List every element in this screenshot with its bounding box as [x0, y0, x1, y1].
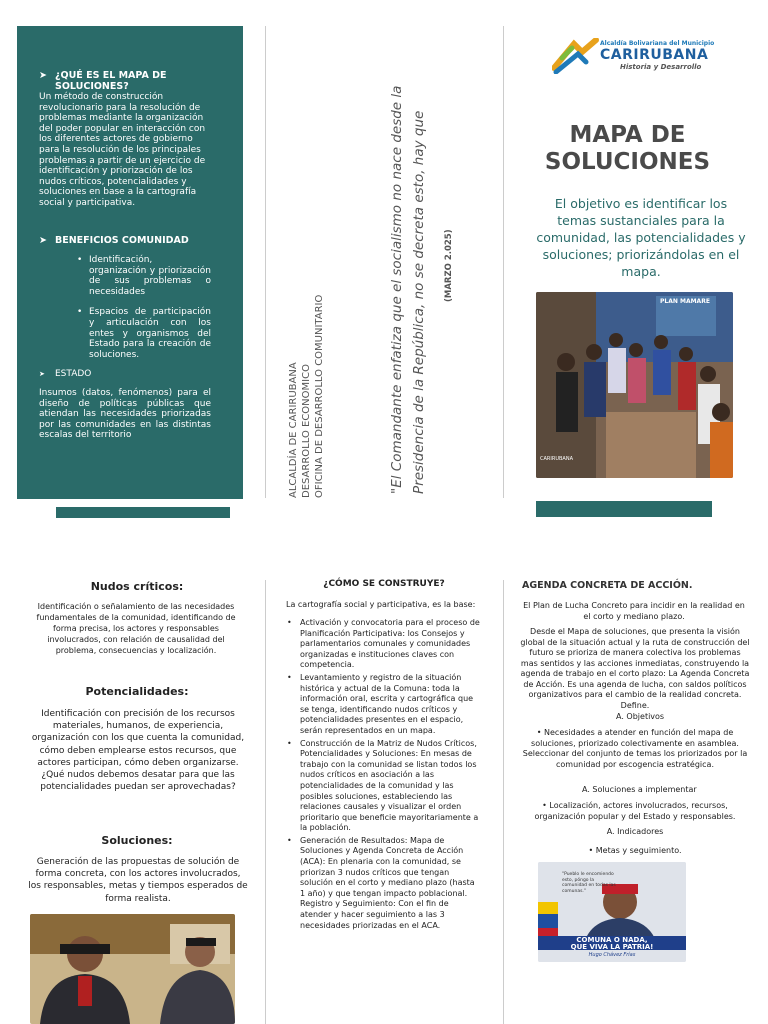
quote-block — [386, 86, 430, 494]
list-item — [287, 672, 480, 737]
poster-quote: "Pueblo le encomiendo esto, póngo la comunidad en todas las comunas." — [562, 872, 616, 894]
objective-text: El objetivo es identificar los temas sustanciales para la comunidad, las potencialidades y soluciones; priorizándolas en el mapa. — [536, 196, 746, 279]
poster-slogan-line: QUE VIVA LA PATRIA! — [570, 943, 654, 951]
bullet-icon: • — [287, 738, 292, 748]
soluciones-label: A. Soluciones a implementar — [582, 785, 697, 794]
step-text: Levantamiento y registro de la situación histórica y actual de la Comuna: toda la información oral, escrita y cartográfica que se tenga, identificando nudos críticos y potencialidades presentes en el espacio, serán representados en un mapa. — [300, 672, 474, 735]
leaders-photo-image — [30, 914, 235, 1024]
potencialidades-body: Identificación con precisión de los recursos materiales, humanos, de experiencia, organización con los que cuenta la comunidad, cómo deben emplearse estos recursos, que actores participan, cómo deben organizarse. ¿Qué nudos debemos desatar para que las potencialidades puedan ser aprovechadas? — [31, 709, 245, 793]
logo-name: CARIRUBANA — [600, 47, 709, 63]
list-item: • Identificación, organización y priorización de sus problemas o necesidades — [75, 255, 211, 297]
logo-line1: Alcaldía Bolivariana del Municipio — [600, 40, 715, 47]
fold-line — [265, 26, 266, 498]
photo-banner: PLAN MAMARE — [660, 298, 710, 305]
quote-line: "El Comandante enfatiza que el socialismo no nace desde la — [389, 85, 405, 494]
q1-heading — [39, 70, 229, 92]
estado-body: Insumos (datos, fenómenos) para el diseño de políticas públicas que atiendan las necesidades priorizadas por las comunidades en las distintas escalas del territorio — [39, 388, 211, 441]
arrow-bullet-icon: ➤ — [39, 370, 45, 378]
org-line: ALCALDÍA DE CARIRUBANA — [288, 362, 299, 498]
fold-line — [503, 26, 504, 498]
agenda-heading: AGENDA CONCRETA DE ACCIÓN. — [522, 580, 693, 591]
indicadores-label: A. Indicadores — [606, 827, 664, 836]
estado-heading — [39, 369, 91, 380]
arrow-bullet-icon: ➤ — [39, 70, 47, 81]
meeting-photo — [536, 292, 733, 478]
potencialidades-heading: Potencialidades: — [85, 685, 189, 698]
list-item — [287, 835, 480, 931]
logo-tagline: Historia y Desarrollo — [620, 63, 702, 71]
poster-slogan — [546, 937, 678, 951]
estado-title: ESTADO — [55, 369, 92, 379]
info-panel — [17, 26, 243, 499]
leaders-photo — [30, 914, 235, 1024]
meeting-photo-image — [536, 292, 733, 478]
bullet-icon: • — [287, 835, 292, 845]
steps-list — [287, 618, 480, 931]
indicadores-body: • Metas y seguimiento. — [588, 846, 682, 855]
fold-line — [503, 580, 504, 1024]
benefits-heading — [39, 235, 235, 246]
poster-slogan-line: COMUNA O NADA, — [576, 936, 648, 944]
list-item — [287, 738, 480, 834]
benefits-title: BENEFICIOS COMUNIDAD — [55, 235, 189, 246]
bullet-icon: • — [287, 672, 292, 682]
step-text: Generación de Resultados: Mapa de Soluciones y Agenda Concreta de Acción (ACA): En plenaria con la comunidad, se priorizan 3 nudos críticos que tengan solución en el corto y mediano plazo (hasta 1 año) y que tengan impacto poblacional. Registro y Seguimiento: Con el fin de atender y hacer seguimiento a las 3 necesidades priorizadas en el ACA. — [300, 835, 475, 930]
page-title — [520, 122, 735, 176]
poster-signature: Hugo Chávez Frías — [588, 952, 636, 958]
quote-date: (MARZO 2.025) — [444, 229, 454, 302]
soluciones-heading: Soluciones: — [101, 834, 173, 847]
nudos-body: Identificación o señalamiento de las necesidades fundamentales de la comunidad, identificando de forma precisa, los actores y responsables involucrados, con relación de causalidad del problema, consecuencias y localización. — [36, 602, 236, 655]
q1-body: Un método de construcción revolucionario para la resolución de problemas mediante la organización del poder popular en interacción con los diferentes actores de gobierno para la resolución de los principales problemas a partir de un ejercicio de identificación y priorización de los nudos críticos, potencialidades y soluciones en base a la cartografía social y participativa. — [39, 92, 206, 208]
org-line: DESARROLLO ECONOMICO — [301, 364, 312, 498]
agenda-p2: Desde el Mapa de soluciones, que presenta la visión global de la situación actual y la ruta de construcción del futuro se prioriza de manera colectiva los problemas mas sentidos y las acciones inmediatas, construyendo la agenda de trabajo en el corto plazo: La Agenda Concreta de Acción. Es una agenda de lucha, con saldos políticos organizativos para el cambio de la realidad concreta. Define. — [520, 627, 750, 710]
fold-line — [265, 580, 266, 1024]
logo-mark-icon — [552, 38, 600, 74]
list-item — [287, 618, 480, 671]
org-block — [287, 295, 326, 498]
logo — [552, 38, 722, 78]
como-intro: La cartografía social y participativa, es la base: — [286, 600, 476, 609]
soluciones-implementar-body: • Localización, actores involucrados, recursos, organización popular y del Estado y responsables. — [534, 801, 736, 821]
q1-section — [39, 70, 229, 209]
org-line: OFICINA DE DESARROLLO COMUNITARIO — [314, 294, 325, 498]
step-text: Construcción de la Matriz de Nudos Críticos, Potencialidades y Soluciones: En mesas de trabajo con la comunidad se listan todos los nudos críticos en asociación a las potencialidades de la comunidad y las posibles soluciones, estableciendo las relaciones causales y visualizar el orden prioritario que beneficie mayoritariamente a la población. — [300, 738, 479, 833]
bullet-icon: • — [287, 618, 292, 627]
quote-line: Presidencia de la República, no se decreta esto, hay que — [411, 110, 427, 494]
list-item: • Espacios de participación y articulación con los entes y organismos del Estado para la creación de soluciones. — [75, 307, 211, 360]
arrow-bullet-icon: ➤ — [39, 235, 47, 246]
comuna-poster — [538, 862, 686, 962]
objetivos-body: • Necesidades a atender en función del mapa de soluciones, priorizado colectivamente en asamblea. Seleccionar del conjunto de temas los priorizados por la comunidad por escogencia estratégica. — [522, 728, 748, 769]
photo-caption: CARIRUBANA — [540, 456, 574, 462]
title-line: SOLUCIONES — [544, 149, 711, 175]
soluciones-body: Generación de las propuestas de solución de forma concreta, con los actores involucrados, los responsables, metas y tiempos esperados de forma realista. — [28, 857, 248, 904]
como-heading: ¿CÓMO SE CONSTRUYE? — [323, 579, 445, 589]
objetivos-label: A. Objetivos — [616, 712, 665, 721]
accent-bar — [536, 501, 712, 517]
benefits-list — [75, 255, 211, 366]
title-line: MAPA DE — [569, 122, 686, 148]
nudos-heading: Nudos críticos: — [90, 580, 184, 593]
accent-bar — [56, 507, 230, 518]
step-text: Activación y convocatoria para el proceso de Planificación Participativa: los Consejos y parlamentarios comunales y comunidades organizadas e instituciones claves con competencia. — [300, 618, 480, 670]
q1-title: ¿QUÉ ES EL MAPA DE SOLUCIONES? — [55, 70, 167, 92]
agenda-p1: El Plan de Lucha Concreto para incidir en la realidad en el corto y mediano plazo. — [523, 601, 745, 621]
